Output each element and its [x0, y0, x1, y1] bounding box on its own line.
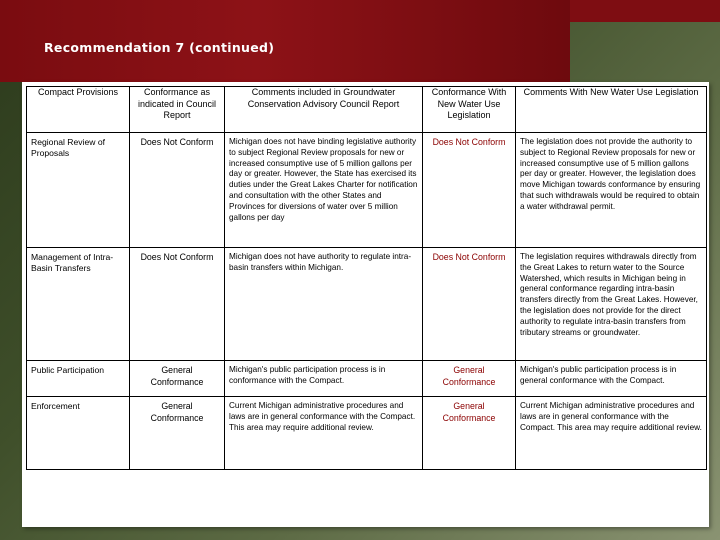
legislation-comments-cell: The legislation requires withdrawals directly from the Great Lakes to return water to the Source Watershed, which results in Michigan being in general conformance regarding intra-basin transfers directly from the Great Lakes. However, the legislation does not provide for the direct authority to regulate intra-basin transfers from tributary streams or groundwater. [516, 248, 707, 361]
table-header-row [27, 87, 707, 133]
council-conformance-cell: Does Not Conform [130, 133, 225, 248]
legislation-conformance-cell: Does Not Conform [423, 248, 516, 361]
legislation-comments-cell: Michigan's public participation process is in general conformance with the Compact. [516, 361, 707, 397]
table-row [27, 248, 707, 361]
legislation-conformance-cell: General Conformance [423, 361, 516, 397]
council-comments-cell: Michigan does not have binding legislative authority to subject Regional Review proposals for new or increased consumptive use of 5 million gallons per day or greater. However, the State has exercised its duties under the Great Lakes Charter for notification and consultation with the other States and Provinces for diversions of water over 5 million gallons per day [225, 133, 423, 248]
slide-title: Recommendation 7 (continued) [44, 40, 275, 55]
legislation-conformance-cell: Does Not Conform [423, 133, 516, 248]
header-compact-provisions: Compact Provisions [27, 87, 130, 133]
legislation-conformance-cell: General Conformance [423, 397, 516, 470]
header-council-comments: Comments included in Groundwater Conservation Advisory Council Report [225, 87, 423, 133]
council-conformance-cell: General Conformance [130, 361, 225, 397]
council-conformance-cell: Does Not Conform [130, 248, 225, 361]
table-panel [22, 82, 709, 527]
title-banner-extension [570, 0, 720, 22]
header-council-conformance: Conformance as indicated in Council Report [130, 87, 225, 133]
table-row [27, 133, 707, 248]
council-comments-cell: Current Michigan administrative procedures and laws are in general conformance with the Compact. This area may require additional review. [225, 397, 423, 470]
conformance-table [26, 86, 707, 470]
table-row [27, 397, 707, 470]
header-legislation-conformance: Conformance With New Water Use Legislation [423, 87, 516, 133]
legislation-comments-cell: The legislation does not provide the authority to subject to Regional Review proposals for new or increased consumptive use of 5 million gallons per day or greater. However, the legislation does move Michigan towards conformance by ensuring that such withdrawals would be required to obtain a water withdrawal permit. [516, 133, 707, 248]
provision-cell: Enforcement [27, 397, 130, 470]
provision-cell: Management of Intra-Basin Transfers [27, 248, 130, 361]
council-conformance-cell: General Conformance [130, 397, 225, 470]
council-comments-cell: Michigan's public participation process is in conformance with the Compact. [225, 361, 423, 397]
council-comments-cell: Michigan does not have authority to regulate intra-basin transfers within Michigan. [225, 248, 423, 361]
table-row [27, 361, 707, 397]
legislation-comments-cell: Current Michigan administrative procedures and laws are in general conformance with the Compact. This area may require additional review. [516, 397, 707, 470]
header-legislation-comments: Comments With New Water Use Legislation [516, 87, 707, 133]
provision-cell: Public Participation [27, 361, 130, 397]
provision-cell: Regional Review of Proposals [27, 133, 130, 248]
